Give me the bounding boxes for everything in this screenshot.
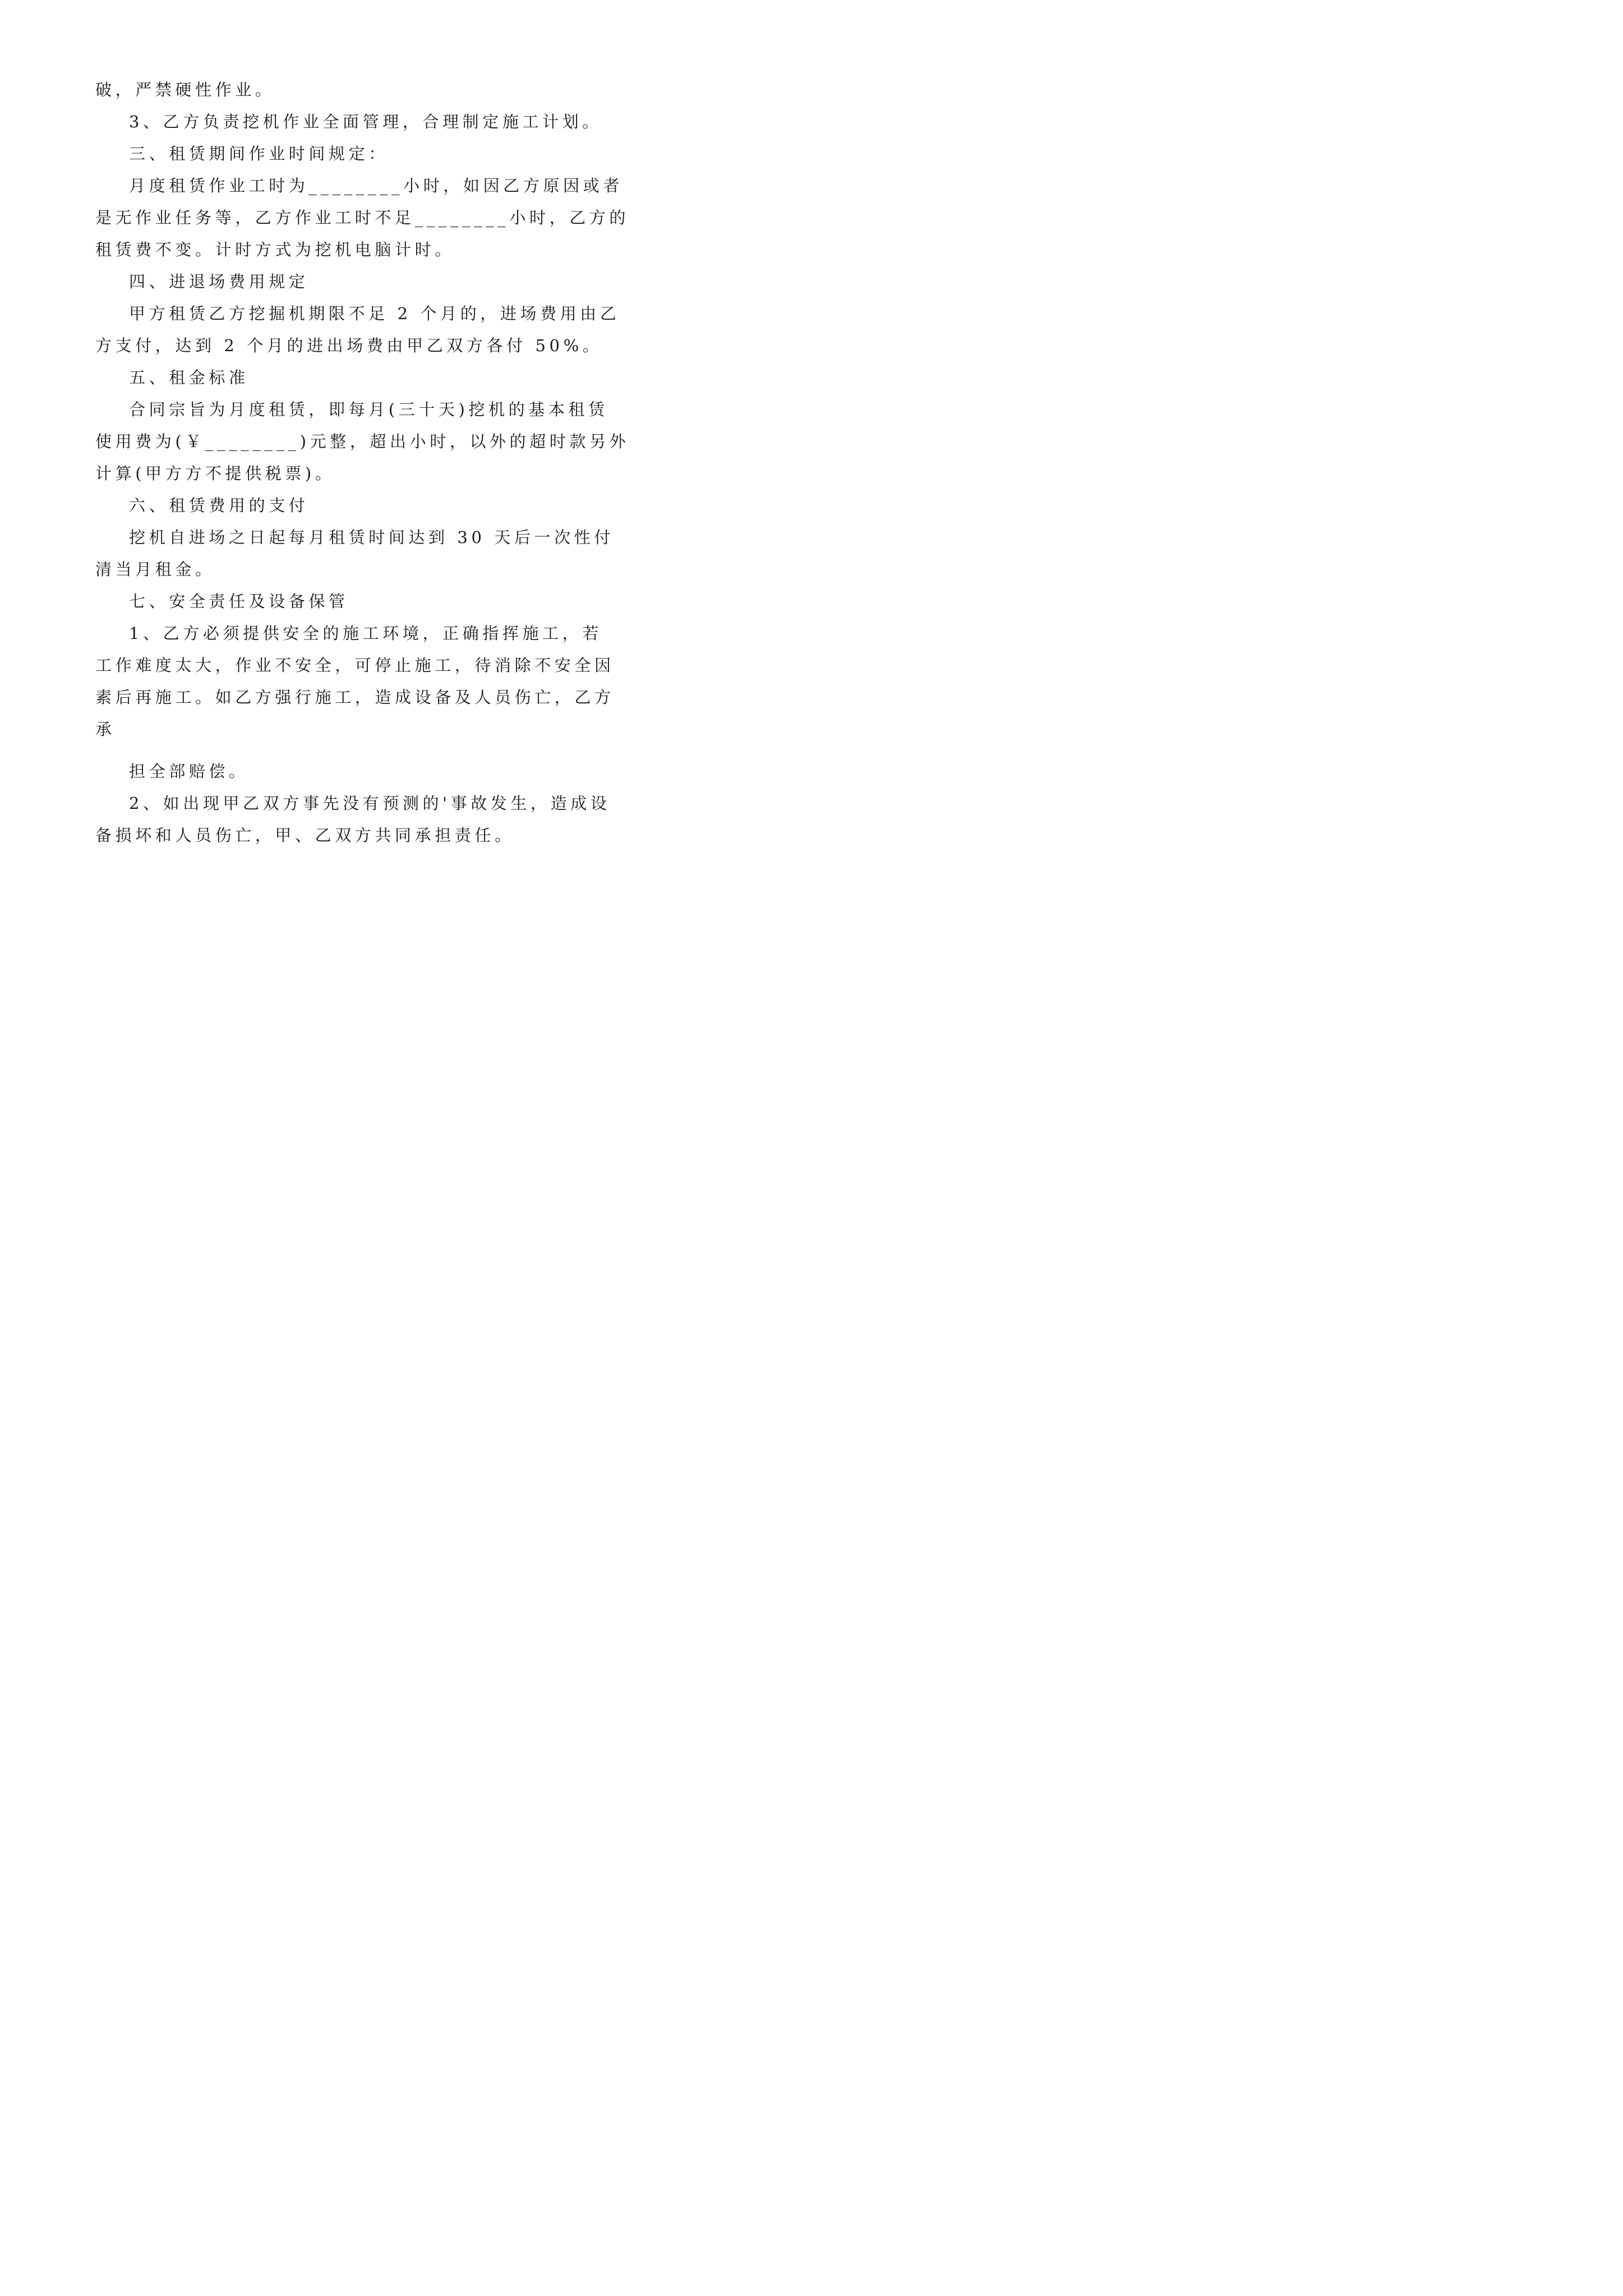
text-line: 3、乙方负责挖机作业全面管理，合理制定施工计划。 <box>129 112 602 131</box>
section-heading: 三、租赁期间作业时间规定： <box>129 144 389 163</box>
text-line: 破，严禁硬性作业。 <box>95 80 275 99</box>
text-line: 2、如出现甲乙双方事先没有预测的'事故发生，造成设 <box>129 794 611 813</box>
text-line: 合同宗旨为月度租赁，即每月(三十天)挖机的基本租赁 <box>129 400 608 419</box>
text-line: 使用费为(￥________)元整，超出小时，以外的超时款另外 <box>95 432 630 451</box>
text-line: 工作难度太大，作业不安全，可停止施工，待消除不安全因 <box>95 656 615 675</box>
text-line: 方支付，达到 2 个月的进出场费由甲乙双方各付 50%。 <box>95 336 603 355</box>
text-line: 承 <box>95 720 116 739</box>
section-heading: 五、租金标准 <box>129 368 249 387</box>
section-heading: 六、租赁费用的支付 <box>129 496 309 515</box>
text-line: 备损坏和人员伤亡，甲、乙双方共同承担责任。 <box>95 826 515 845</box>
text-line: 担全部赔偿。 <box>129 762 249 781</box>
text-line: 素后再施工。如乙方强行施工，造成设备及人员伤亡，乙方 <box>95 688 615 707</box>
text-line: 甲方租赁乙方挖掘机期限不足 2 个月的，进场费用由乙 <box>129 304 620 323</box>
section-heading: 四、进退场费用规定 <box>129 272 309 291</box>
text-line: 是无作业任务等，乙方作业工时不足________小时，乙方的 <box>95 208 630 227</box>
text-line: 计算(甲方方不提供税票)。 <box>95 464 335 483</box>
text-line: 挖机自进场之日起每月租赁时间达到 30 天后一次性付 <box>129 528 614 547</box>
text-line: 月度租赁作业工时为________小时，如因乙方原因或者 <box>129 176 623 195</box>
text-line: 1、乙方必须提供安全的施工环境，正确指挥施工，若 <box>129 624 602 643</box>
section-heading: 七、安全责任及设备保管 <box>129 592 349 611</box>
text-line: 清当月租金。 <box>95 560 215 579</box>
text-line: 租赁费不变。计时方式为挖机电脑计时。 <box>95 240 455 259</box>
